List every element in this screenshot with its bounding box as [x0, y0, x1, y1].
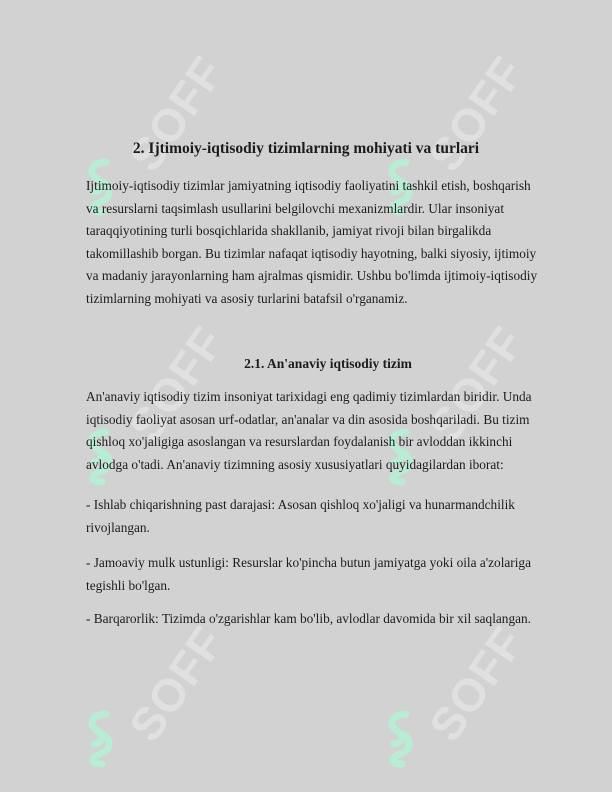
watermark-text: SOFF [418, 316, 535, 451]
paragraph-line: va madaniy jarayonlarning ham ajralmas qismidir. Ushbu bo'limda ijtimoiy-iqtisodiy [86, 268, 538, 283]
section-title: 2. Ijtimoiy-iqtisodiy tizimlarning mohiyati va turlari [132, 140, 480, 157]
paragraph-line: tizimlarning mohiyati va asosiy turlarini batafsil o'rganamiz. [86, 290, 408, 306]
watermark-text: SOFF [118, 46, 235, 181]
paragraph-line: taraqqiyotining turli bosqichlarida shakllanib, jamiyat rivoji bilan birgalikda [86, 223, 492, 238]
paragraph-line: takomillashib borgan. Bu tizimlar nafaqat iqtisodiy hayotning, balki siyosiy, ijtimoiy [86, 245, 537, 261]
paragraph-line: - Barqarorlik: Tizimda o'zgarishlar kam bo'lib, avlodlar davomida bir xil saqlangan. [86, 611, 531, 626]
watermark-logo-icon [382, 710, 416, 768]
watermark-text: SOFF [118, 316, 235, 451]
watermark-logo-icon [82, 710, 116, 768]
watermark-text: SOFF [418, 46, 535, 181]
bullet-item [86, 552, 568, 597]
watermark-text: SOFF [118, 616, 235, 751]
traditional-system-paragraph [86, 386, 568, 476]
watermark-text: SOFF [418, 616, 535, 751]
paragraph-line: - Ishlab chiqarishning past darajasi: Asosan qishloq xo'jaligi va hunarmandchilik [86, 497, 515, 512]
paragraph-line: Ijtimoiy-iqtisodiy tizimlar jamiyatning iqtisodiy faoliyatini tashkil etish, boshqarish [86, 178, 531, 193]
paragraph-line: avlodga o'tadi. An'anaviy tizimning asosiy xususiyatlari quyidagilardan iborat: [86, 456, 504, 472]
bullet-item [86, 608, 568, 631]
paragraph-line: An'anaviy iqtisodiy tizim insoniyat tarixidagi eng qadimiy tizimlardan biridir. Unda [86, 389, 532, 404]
subsection-title: 2.1. An'anaviy iqtisodiy tizim [244, 356, 412, 371]
paragraph-line: va resurslarni taqsimlash usullarini belgilovchi mexanizmlardir. Ular insoniyat [86, 200, 505, 216]
paragraph-line: - Jamoaviy mulk ustunligi: Resurslar ko'pincha butun jamiyatga yoki oila a'zolariga [86, 555, 531, 570]
paragraph-line: iqtisodiy faoliyat asosan urf-odatlar, an'analar va din asosida boshqariladi. Bu tizim [86, 411, 530, 427]
bullet-item [86, 494, 568, 539]
paragraph-line: qishloq xo'jaligiga asoslangan va resurslardan foydalanish bir avloddan ikkinchi [86, 434, 513, 449]
paragraph-line: tegishli bo'lgan. [86, 577, 171, 593]
intro-paragraph [86, 175, 568, 310]
paragraph-line: rivojlangan. [86, 519, 150, 535]
